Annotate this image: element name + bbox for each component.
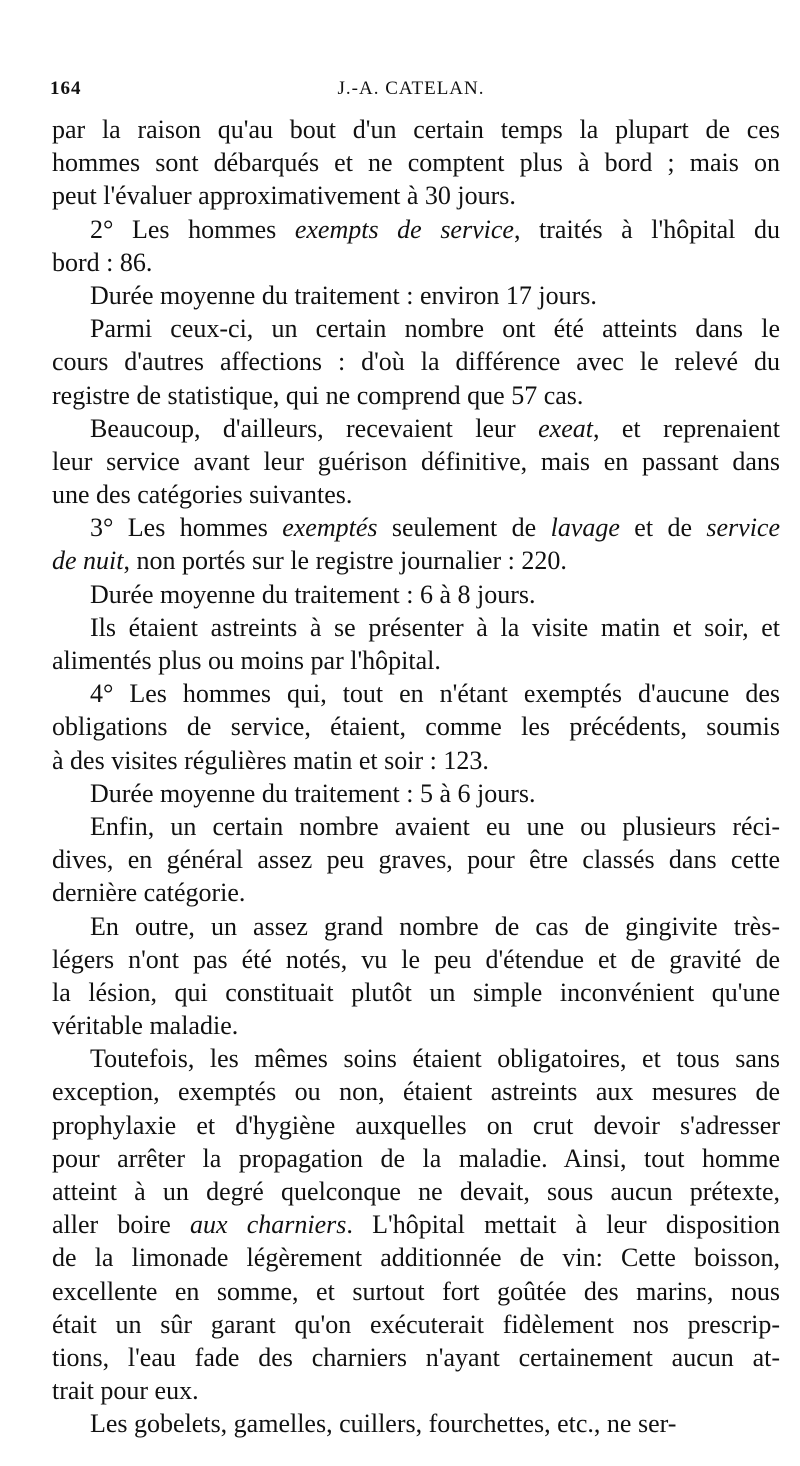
- text-run: . L'hôpital mettait à leur disposition: [346, 1210, 780, 1240]
- text-line: [52, 843, 780, 876]
- text-run: exception, exemptés ou non, étaient astreints aux mesures de: [52, 1077, 780, 1107]
- text-run: peut l'évaluer approximativement à 30 jours.: [52, 181, 516, 211]
- italic-run: exempts de service: [294, 214, 514, 244]
- text-run: pour arrêter la propagation de la maladie. Ainsi, tout homme: [52, 1143, 780, 1173]
- text-line: [52, 1241, 780, 1274]
- text-line: [52, 976, 780, 1009]
- text-line: [52, 1308, 780, 1341]
- text-run: Toutefois, les mêmes soins étaient obligatoires, et tous sans: [90, 1044, 780, 1074]
- text-run: , non portés sur le registre journalier : 220.: [123, 546, 567, 576]
- text-line: [52, 1109, 780, 1142]
- italic-run: de nuit: [52, 546, 124, 576]
- text-line: [52, 876, 780, 909]
- text-run: En outre, un assez grand nombre de cas de gingivite très-: [90, 911, 780, 941]
- text-line: [52, 1042, 780, 1075]
- text-line: [52, 1374, 780, 1407]
- text-run: Enfin, un certain nombre avaient eu une ou plusieurs réci-: [90, 811, 780, 841]
- italic-run: lavage: [550, 513, 620, 543]
- text-line: [52, 744, 780, 777]
- body-text: [52, 113, 780, 1441]
- text-run: véritable maladie.: [52, 1011, 239, 1041]
- text-run: obligations de service, étaient, comme les précédents, soumis: [52, 712, 780, 742]
- text-line: [52, 213, 780, 246]
- text-run: excellente en somme, et surtout fort goûtée des marins, nous: [52, 1276, 780, 1306]
- text-line: [52, 710, 780, 743]
- text-run: par la raison qu'au bout d'un certain temps la plupart de ces: [52, 115, 780, 144]
- text-line: [52, 179, 780, 212]
- text-run: seulement de: [377, 513, 551, 543]
- text-run: 3° Les hommes: [90, 513, 283, 543]
- text-line: [52, 578, 780, 611]
- italic-run: exemptés: [282, 513, 378, 543]
- text-run: prophylaxie et d'hygiène auxquelles on crut devoir s'adresser: [52, 1110, 780, 1140]
- text-run: Les gobelets, gamelles, cuillers, fourchettes, etc., ne ser-: [90, 1409, 677, 1439]
- text-run: , et reprenaient: [592, 413, 781, 443]
- text-run: 4° Les hommes qui, tout en n'étant exemptés d'aucune des: [90, 679, 780, 709]
- text-line: [52, 943, 780, 976]
- text-line: [52, 146, 780, 179]
- text-line: [52, 279, 780, 312]
- text-line: [52, 677, 780, 710]
- text-line: [52, 810, 780, 843]
- text-run: bord : 86.: [52, 247, 153, 277]
- text-run: registre de statistique, qui ne comprend que 57 cas.: [52, 380, 584, 410]
- text-run: alimentés plus ou moins par l'hôpital.: [52, 646, 441, 675]
- text-line: [52, 412, 780, 445]
- text-line: [52, 511, 780, 544]
- text-line: [52, 445, 780, 478]
- italic-run: service: [706, 513, 780, 543]
- text-run: dives, en général assez peu graves, pour être classés dans cette: [52, 845, 780, 875]
- text-run: trait pour eux.: [52, 1376, 199, 1406]
- text-run: Ils étaient astreints à se présenter à la visite matin et soir, et: [90, 612, 780, 642]
- text-run: Parmi ceux-ci, un certain nombre ont été atteints dans le: [90, 314, 780, 344]
- text-line: [52, 644, 780, 677]
- italic-run: exeat: [538, 413, 593, 443]
- text-line: [52, 312, 780, 345]
- text-run: était un sûr garant qu'on exécuterait fidèlement nos prescrip-: [52, 1309, 780, 1339]
- text-run: leur service avant leur guérison définitive, mais en passant dans: [52, 446, 780, 476]
- text-run: et de: [619, 513, 707, 543]
- text-line: [52, 1009, 780, 1042]
- text-run: la lésion, qui constituait plutôt un simple inconvénient qu'une: [52, 977, 780, 1007]
- text-line: [52, 1075, 780, 1108]
- text-run: tions, l'eau fade des charniers n'ayant certainement aucun at-: [52, 1342, 780, 1372]
- text-line: [52, 777, 780, 810]
- text-run: de la limonade légèrement additionnée de vin: Cette boisson,: [52, 1243, 780, 1273]
- text-line: [52, 1208, 780, 1241]
- text-line: [52, 611, 780, 644]
- text-line: [52, 544, 780, 577]
- text-run: légers n'ont pas été notés, vu le peu d'étendue et de gravité de: [52, 944, 780, 974]
- text-run: cours d'autres affections : d'où la différence avec le relevé du: [52, 347, 780, 377]
- page-header: [50, 76, 772, 102]
- text-run: Beaucoup, d'ailleurs, recevaient leur: [90, 413, 539, 443]
- text-line: [52, 1142, 780, 1175]
- text-line: [52, 113, 780, 146]
- text-run: une des catégories suivantes.: [52, 480, 353, 510]
- text-run: à des visites régulières matin et soir : 123.: [52, 745, 489, 775]
- text-line: [52, 246, 780, 279]
- text-line: [52, 910, 780, 943]
- text-run: hommes sont débarqués et ne comptent plus à bord ; mais on: [52, 148, 780, 178]
- text-line: [52, 1175, 780, 1208]
- text-line: [52, 1341, 780, 1374]
- text-run: Durée moyenne du traitement : 5 à 6 jours.: [90, 778, 536, 808]
- text-run: Durée moyenne du traitement : 6 à 8 jours.: [90, 579, 536, 609]
- text-run: atteint à un degré quelconque ne devait, sous aucun prétexte,: [52, 1177, 780, 1206]
- text-line: [52, 379, 780, 412]
- text-line: [52, 478, 780, 511]
- text-run: , traités à l'hôpital du: [513, 214, 781, 244]
- text-line: [52, 1407, 780, 1440]
- text-line: [52, 345, 780, 378]
- page-number: 164: [50, 78, 82, 99]
- text-line: [52, 1275, 780, 1308]
- text-run: Durée moyenne du traitement : environ 17 jours.: [90, 280, 597, 310]
- text-run: dernière catégorie.: [52, 878, 246, 908]
- running-title: J.-A. CATELAN.: [337, 78, 485, 99]
- italic-run: aux charniers: [190, 1210, 347, 1240]
- text-run: aller boire: [52, 1210, 191, 1240]
- text-run: 2° Les hommes: [90, 214, 295, 244]
